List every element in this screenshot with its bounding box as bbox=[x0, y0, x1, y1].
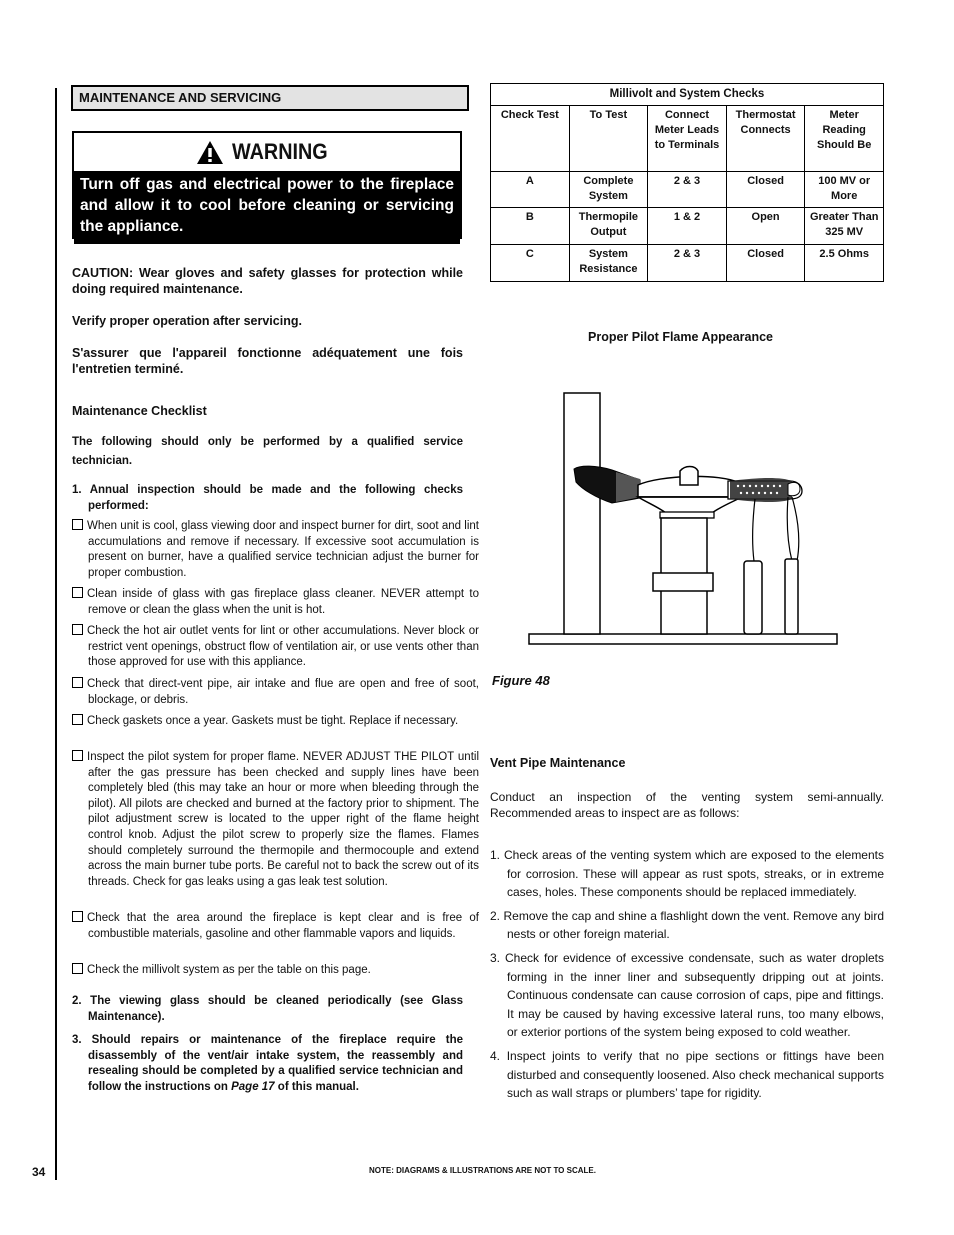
checkbox-icon[interactable] bbox=[72, 963, 83, 974]
table-header: Meter Reading Should Be bbox=[805, 106, 884, 172]
table-cell: Closed bbox=[726, 245, 805, 282]
table-cell: C bbox=[491, 245, 570, 282]
checkbox-icon[interactable] bbox=[72, 519, 83, 530]
table-row bbox=[491, 172, 884, 208]
table-cell: 2 & 3 bbox=[648, 172, 727, 208]
table-caption: Millivolt and System Checks bbox=[491, 84, 884, 106]
check-item: Check the hot air outlet vents for lint or other accumulations. Never block or restrict vent openings, obstruct flow of ventilation air, or use vents other than those approved for use with this appliance. bbox=[72, 624, 479, 671]
checkbox-icon[interactable] bbox=[72, 587, 83, 598]
check-item: Inspect the pilot system for proper flame. NEVER ADJUST THE PILOT until after the gas pressure has been checked and supply lines have been completely bled (this may take an hour or more when bleeding through the pilot). All pilots are checked and burned at the factory prior to shipment. The pilot adjustment screw is located to the upper right of the flame height control knob. Adjust the pilot screw to properly size the flames. Flames should completely surround the thermopile and thermocouple and extend across the main burner tube ports. Be careful not to back the screw out of its threads. Check for gas leaks using a gas leak test solution. bbox=[72, 750, 479, 890]
verify-text-fr: S'assurer que l'appareil fonctionne adéquatement une fois l'entretien terminé. bbox=[72, 346, 463, 376]
vent-list bbox=[490, 846, 884, 1103]
verify-text-en: Verify proper operation after servicing. bbox=[72, 314, 302, 328]
checkbox-icon[interactable] bbox=[72, 624, 83, 635]
page-number: 34 bbox=[32, 1165, 46, 1179]
check-item: Check that direct-vent pipe, air intake and flue are open and free of soot, blockage, or debris. bbox=[72, 677, 479, 708]
table-cell: 100 MV or More bbox=[805, 172, 884, 208]
checkbox-icon[interactable] bbox=[72, 677, 83, 688]
table-cell: Complete System bbox=[569, 172, 648, 208]
table-cell: A bbox=[491, 172, 570, 208]
vent-list-item: 2. Remove the cap and shine a flashlight down the vent. Remove any bird nests or other foreign material. bbox=[490, 908, 884, 942]
checklist-item-2: 2. The viewing glass should be cleaned periodically (see Glass Maintenance). bbox=[72, 995, 463, 1023]
table-cell: 2.5 Ohms bbox=[805, 245, 884, 282]
figure-title: Proper Pilot Flame Appearance bbox=[588, 330, 774, 344]
check-item: Check gaskets once a year. Gaskets must be tight. Replace if necessary. bbox=[72, 714, 479, 730]
checklist-item-3: 3. Should repairs or maintenance of the fireplace require the disassembly of the vent/air intake system, the reassembly and resealing should be completed by a qualified service technician and follow the instructions on Page 17 of this manual. bbox=[72, 1034, 463, 1093]
check-item: When unit is cool, glass viewing door and inspect burner for dirt, soot and lint accumulations and remove if necessary. If excessive soot accumulation is present on burner, have a qualified service technician adjust the burner for proper combustion. bbox=[72, 519, 479, 581]
warning-box bbox=[72, 131, 462, 239]
vent-list-item: 4. Inspect joints to verify that no pipe sections or fittings have been disturbed and consequently loosened. Also check mechanical supports such as wall straps or plumbers’ tape for rigidity. bbox=[490, 1048, 884, 1101]
table-cell: Open bbox=[726, 208, 805, 245]
checkbox-icon[interactable] bbox=[72, 714, 83, 725]
caution-text: CAUTION: Wear gloves and safety glasses for protection while doing required maintenance. bbox=[72, 266, 463, 296]
warning-header bbox=[74, 133, 460, 171]
figure-label: Figure 48 bbox=[492, 673, 550, 688]
warning-title: WARNING bbox=[232, 139, 328, 164]
check-item: Clean inside of glass with gas fireplace glass cleaner. NEVER attempt to remove or clean the glass when the unit is hot. bbox=[72, 587, 479, 618]
millivolt-table bbox=[490, 83, 884, 282]
table-header: Connect Meter Leads to Terminals bbox=[648, 106, 727, 172]
table-row bbox=[491, 208, 884, 245]
table-header: Check Test bbox=[491, 106, 570, 172]
vent-intro: Conduct an inspection of the venting system semi-annually. Recommended areas to inspect are as follows: bbox=[490, 790, 884, 820]
table-cell: B bbox=[491, 208, 570, 245]
vent-list-item: 3. Check for evidence of excessive condensate, such as water droplets forming in the inner liner and subsequently dripping out at joints. Continuous condensate can cause corrosion of caps, pipe and fittings. It may be caused by having excessive lateral runs, too many elbows, or exterior portions of the system being exposed to cold weather. bbox=[490, 950, 884, 1040]
vent-list-item: 1. Check areas of the venting system which are exposed to the elements for corrosion. These will appear as rust spots, streaks, or in extreme cases, holes. These components should be replaced immediately. bbox=[490, 848, 884, 900]
table-cell: Greater Than 325 MV bbox=[805, 208, 884, 245]
checklist-heading: Maintenance Checklist bbox=[72, 404, 207, 418]
table-cell: 2 & 3 bbox=[648, 245, 727, 282]
table-cell: System Resistance bbox=[569, 245, 648, 282]
check-item: Check the millivolt system as per the table on this page. bbox=[72, 963, 479, 979]
checkbox-icon[interactable] bbox=[72, 750, 83, 761]
checkbox-icon[interactable] bbox=[72, 911, 83, 922]
section-header: MAINTENANCE AND SERVICING bbox=[71, 85, 469, 111]
left-margin-rule bbox=[55, 88, 57, 1180]
checklist-item-1: 1. Annual inspection should be made and the following checks performed: bbox=[72, 484, 463, 512]
warning-triangle-icon bbox=[196, 140, 224, 165]
table-row bbox=[491, 245, 884, 282]
checklist-intro: The following should only be performed by a qualified service technician. bbox=[72, 436, 463, 467]
page-reference[interactable]: Page 17 bbox=[231, 1080, 275, 1093]
pilot-flame-diagram bbox=[520, 385, 845, 647]
table-cell: Closed bbox=[726, 172, 805, 208]
warning-body: Turn off gas and electrical power to the fireplace and allow it to cool before cleaning or servicing the appliance. bbox=[74, 171, 460, 244]
table-header: To Test bbox=[569, 106, 648, 172]
check-item: Check that the area around the fireplace is kept clear and is free of combustible materials, gasoline and other flammable vapors and liquids. bbox=[72, 911, 479, 942]
table-header: Thermostat Connects bbox=[726, 106, 805, 172]
table-cell: Thermopile Output bbox=[569, 208, 648, 245]
footer-note: NOTE: DIAGRAMS & ILLUSTRATIONS ARE NOT TO SCALE. bbox=[369, 1166, 596, 1175]
table-cell: 1 & 2 bbox=[648, 208, 727, 245]
vent-heading: Vent Pipe Maintenance bbox=[490, 756, 626, 770]
